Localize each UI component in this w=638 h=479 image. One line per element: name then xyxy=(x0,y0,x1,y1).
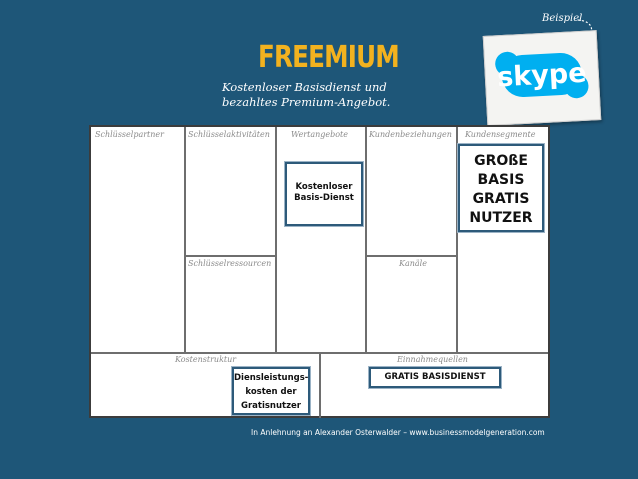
label-value-propositions: Wertangebote xyxy=(291,130,349,139)
note-cost-structure xyxy=(232,367,310,415)
label-revenue-streams: Einnahmequellen xyxy=(397,355,468,364)
subtitle-line-2: bezahltes Premium-Angebot. xyxy=(222,95,391,109)
business-model-canvas xyxy=(89,125,550,418)
note-cost-line-3: Gratisnutzer xyxy=(240,401,301,411)
note-value-proposition xyxy=(285,162,363,226)
divider-v2 xyxy=(275,127,277,352)
note-cost-line-1: Diensleistungs- xyxy=(234,373,309,383)
attribution-footer: In Anlehnung an Alexander Osterwalder – www.businessmodelgeneration.com xyxy=(251,428,545,437)
note-cost-line-2: kosten der xyxy=(245,387,297,397)
label-customer-relationships: Kundenbeziehungen xyxy=(369,130,452,139)
label-customer-segments: Kundensegmente xyxy=(465,130,536,139)
label-cost-structure: Kostenstruktur xyxy=(175,355,237,364)
note-value-line-1: Kostenloser xyxy=(295,182,353,192)
example-label: Beispiel xyxy=(542,13,583,24)
note-segments-line-3: GRATIS xyxy=(472,191,530,207)
label-key-resources: Schlüsselressourcen xyxy=(188,259,272,268)
divider-h-bottom xyxy=(91,352,548,354)
divider-v-bottom xyxy=(319,352,321,418)
subtitle-line-1: Kostenloser Basisdienst und xyxy=(222,80,387,94)
skype-logo-text: skype xyxy=(496,57,588,94)
note-segments-line-1: GROßE xyxy=(474,153,528,169)
note-customer-segments xyxy=(458,144,544,232)
note-segments-line-2: BASIS xyxy=(477,172,525,188)
divider-v3 xyxy=(365,127,367,352)
skype-logo-icon xyxy=(492,44,591,107)
example-logo-card xyxy=(483,30,602,126)
divider-v1 xyxy=(184,127,186,352)
label-key-activities: Schlüsselaktivitäten xyxy=(188,130,270,139)
divider-h-relations xyxy=(365,255,458,257)
note-revenue-streams: GRATIS BASISDIENST xyxy=(369,367,501,388)
note-segments-line-4: NUTZER xyxy=(469,210,533,226)
page-title: FREEMIUM xyxy=(258,40,399,75)
divider-h-activities xyxy=(184,255,277,257)
label-key-partners: Schlüsselpartner xyxy=(95,130,164,139)
note-value-line-2: Basis-Dienst xyxy=(294,193,354,203)
page-subtitle xyxy=(222,80,432,110)
label-channels: Kanäle xyxy=(399,259,427,268)
